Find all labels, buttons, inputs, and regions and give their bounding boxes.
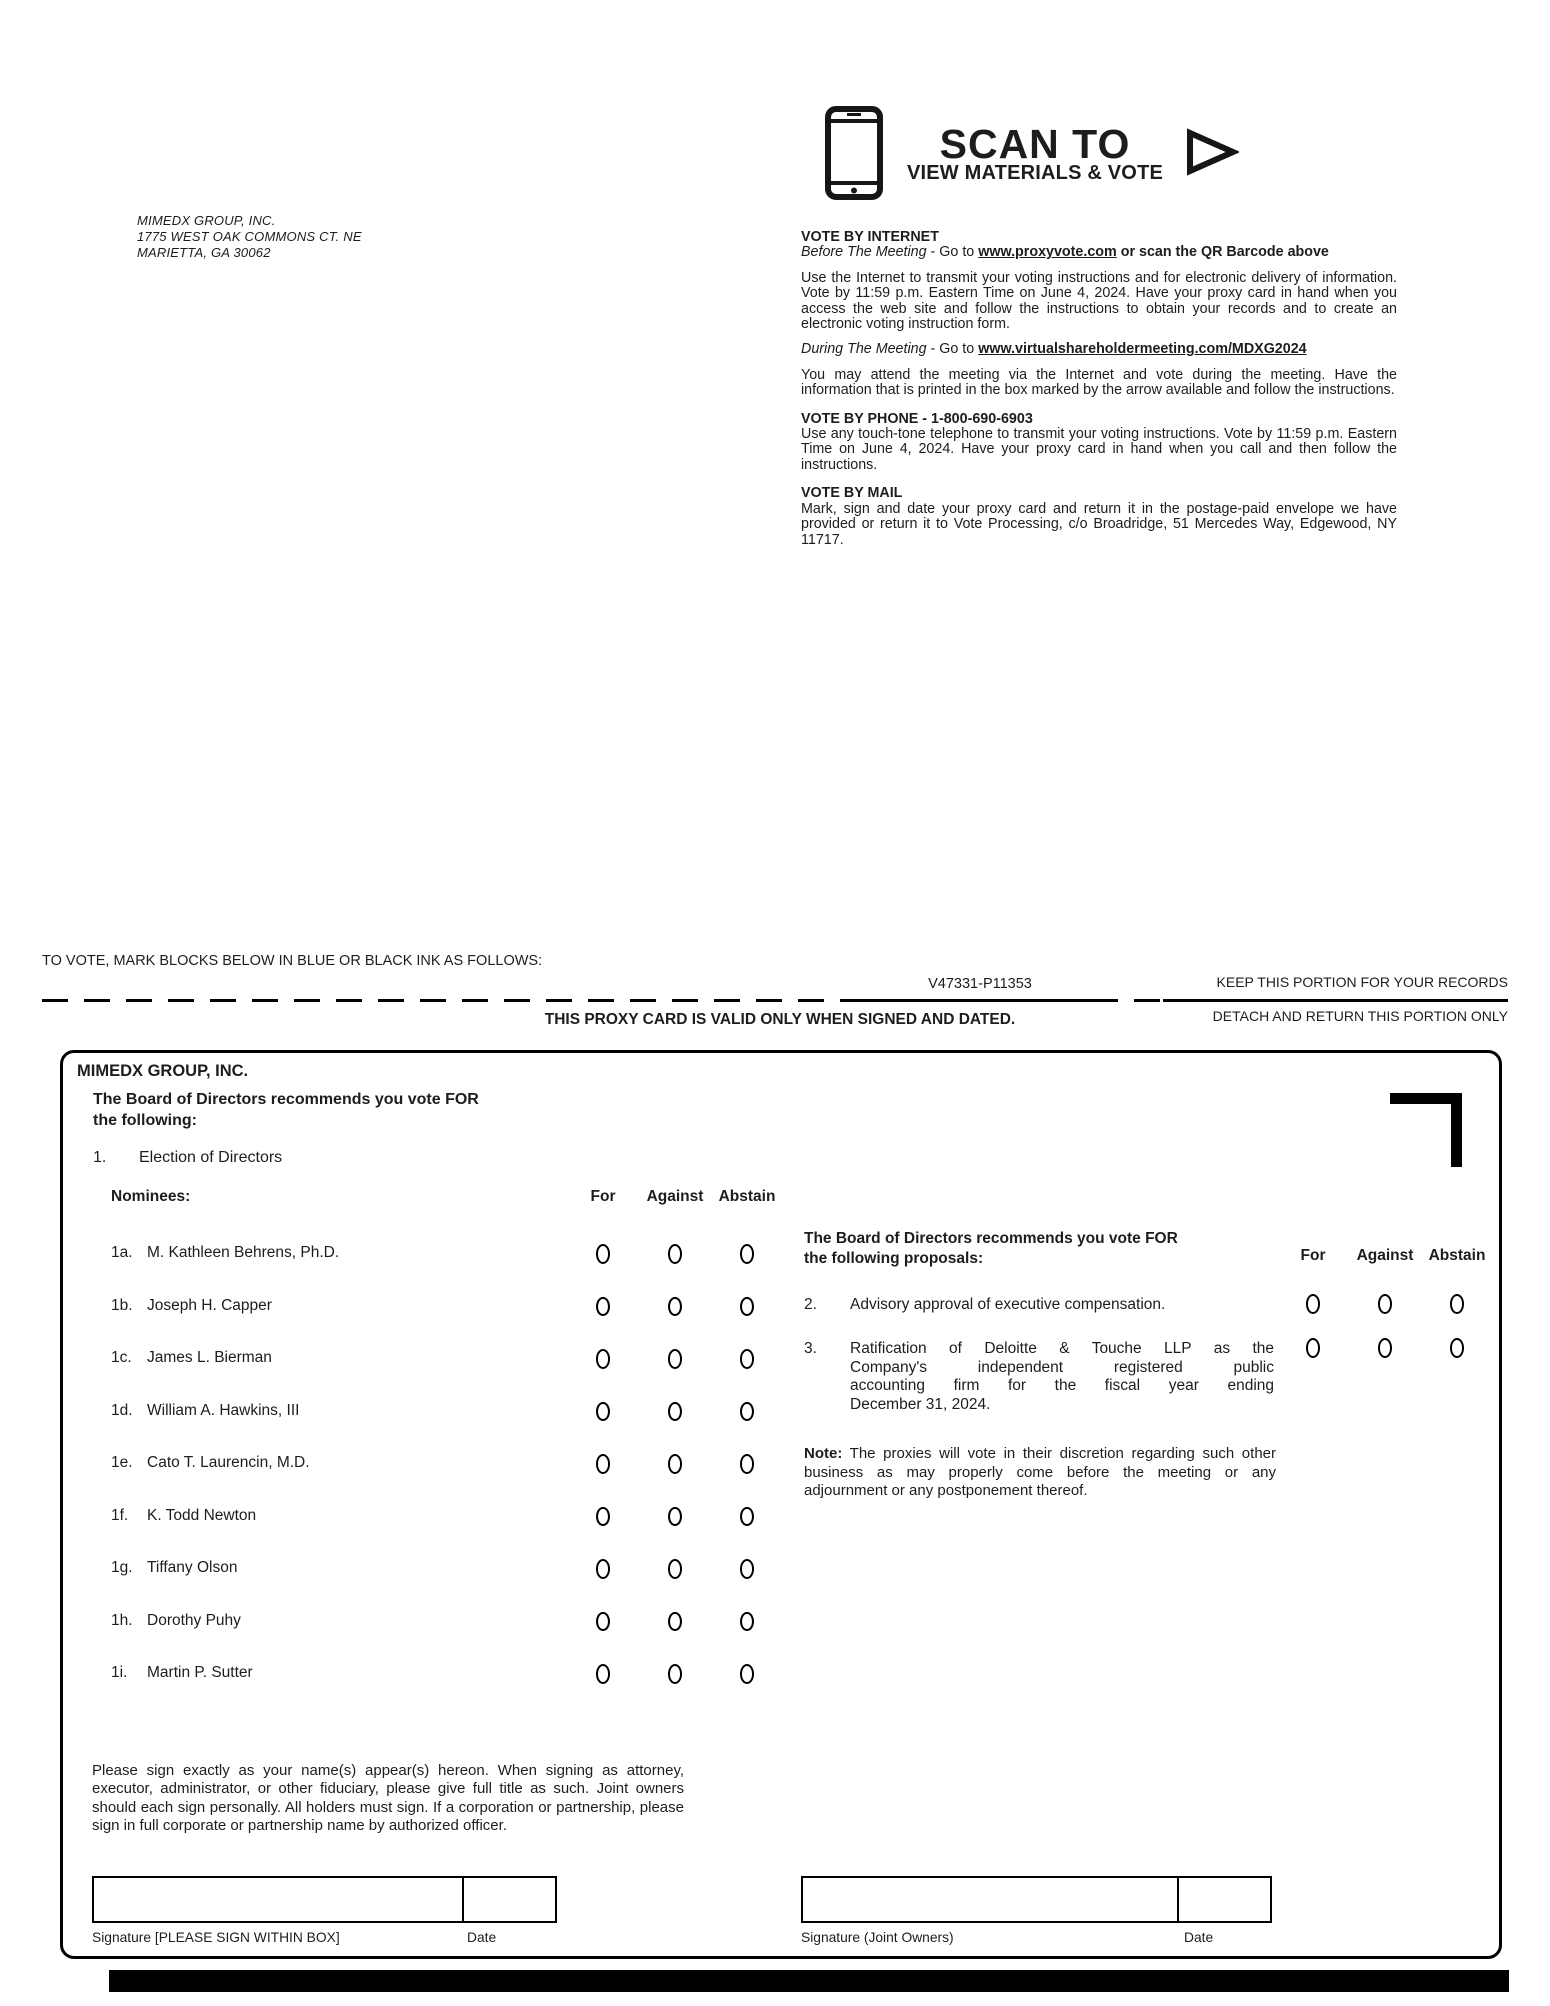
vote-by-internet-heading: VOTE BY INTERNET <box>801 229 939 245</box>
sign-instructions: Please sign exactly as your name(s) appear(s) hereon. When signing as attorney, executor, administrator, or other fiduciary, please give full title as such. Joint owners should each sign personally. All holders must sign. If a corporation or partnership, please sign in full corporate or partnership name by authorized officer. <box>92 1762 684 1835</box>
before-meeting-line <box>801 245 1397 260</box>
vote-abstain-oval[interactable] <box>740 1349 754 1369</box>
vote-abstain-oval[interactable] <box>740 1664 754 1684</box>
phone-instructions: Use any touch-tone telephone to transmit your voting instructions. Vote by 11:59 p.m. Eastern Time on June 4, 2024. Have your proxy card in hand when you call and then follow the instructions. <box>801 426 1397 473</box>
scan-to-title: SCAN TO <box>939 121 1131 167</box>
nominee-number: 1e. <box>111 1454 133 1471</box>
vote-for-oval[interactable] <box>596 1612 610 1632</box>
vote-against-oval[interactable] <box>668 1507 682 1527</box>
signature-primary-label: Signature [PLEASE SIGN WITHIN BOX] <box>92 1930 340 1945</box>
scan-banner <box>801 100 1397 212</box>
nominees-header-row <box>111 1188 783 1206</box>
keep-portion-rule <box>1163 999 1508 1002</box>
vote-column-header-for: For <box>590 1188 616 1205</box>
card-company-name: MIMEDX GROUP, INC. <box>77 1062 249 1080</box>
proposal-2-vote-row <box>1277 1293 1493 1314</box>
vote-abstain-oval[interactable] <box>740 1454 754 1474</box>
vote-abstain-oval[interactable] <box>740 1612 754 1632</box>
vote-column-header-against: Against <box>1356 1247 1414 1264</box>
vote-column-header-for: For <box>1300 1247 1326 1264</box>
qr-barcode-suffix: or scan the QR Barcode above <box>1116 244 1329 261</box>
nominee-row <box>111 1611 783 1664</box>
arrow-right-icon <box>1185 128 1239 180</box>
control-number: V47331-P11353 <box>928 976 1032 992</box>
proposal-2-text: Advisory approval of executive compensation. <box>850 1296 1166 1313</box>
vote-by-phone-heading: VOTE BY PHONE - 1-800-690-6903 <box>801 410 1033 427</box>
detach-portion-note: DETACH AND RETURN THIS PORTION ONLY <box>1212 1008 1508 1024</box>
date-box-joint[interactable] <box>1177 1876 1272 1923</box>
signature-box-joint[interactable] <box>801 1876 1179 1923</box>
date-label-joint: Date <box>1184 1930 1214 1945</box>
vote-for-oval[interactable] <box>596 1507 610 1527</box>
nominee-name: Cato T. Laurencin, M.D. <box>147 1454 310 1471</box>
proxy-card <box>60 1050 1502 1959</box>
vote-column-header-abstain: Abstain <box>1428 1247 1486 1264</box>
address-line-1: MIMEDX GROUP, INC. <box>137 213 276 228</box>
vote-against-oval[interactable] <box>668 1612 682 1632</box>
vote-against-oval[interactable] <box>1378 1294 1392 1314</box>
proposal-3-line: Company's independent registered public <box>850 1358 1274 1376</box>
proposal-3-vote-row <box>1277 1337 1493 1358</box>
address-line-2: 1775 WEST OAK COMMONS CT. NE <box>137 229 362 244</box>
nominee-number: 1g. <box>111 1559 133 1576</box>
company-address <box>137 213 362 261</box>
nominee-number: 1c. <box>111 1349 132 1366</box>
proposals-header-row <box>1277 1247 1493 1265</box>
vote-against-oval[interactable] <box>668 1559 682 1579</box>
proposal-3-line: December 31, 2024. <box>850 1396 991 1414</box>
corner-mark <box>1390 1093 1462 1167</box>
during-meeting-label: During The Meeting <box>801 341 927 358</box>
nominee-name: M. Kathleen Behrens, Ph.D. <box>147 1244 340 1261</box>
proposal-2-number: 2. <box>804 1296 817 1313</box>
board-recommendation-proposals: The Board of Directors recommends you vote FOR the following proposals: <box>804 1230 1178 1267</box>
proposal-1-number: 1. <box>93 1149 107 1166</box>
nominee-number: 1b. <box>111 1296 133 1314</box>
goto-text-1: - Go to <box>926 244 979 261</box>
nominee-number: 1a. <box>111 1244 133 1261</box>
note-label: Note: <box>804 1445 843 1462</box>
nominee-row <box>111 1663 783 1716</box>
nominee-name: Martin P. Sutter <box>147 1664 253 1681</box>
nominee-number: 1h. <box>111 1611 133 1629</box>
vote-abstain-oval[interactable] <box>740 1297 754 1317</box>
mark-blocks-instruction: TO VOTE, MARK BLOCKS BELOW IN BLUE OR BLACK INK AS FOLLOWS: <box>42 953 543 969</box>
nominee-row <box>111 1348 783 1401</box>
vote-for-oval[interactable] <box>596 1349 610 1369</box>
vote-abstain-oval[interactable] <box>740 1244 754 1264</box>
voting-instructions-column <box>801 100 1397 558</box>
vote-abstain-oval[interactable] <box>740 1507 754 1527</box>
vote-for-oval[interactable] <box>596 1402 610 1422</box>
during-meeting-line <box>801 342 1397 357</box>
mail-instructions: Mark, sign and date your proxy card and return it in the postage-paid envelope we have provided or return it to Vote Processing, c/o Broadridge, 51 Mercedes Way, Edgewood, NY 11717. <box>801 500 1397 548</box>
proxy-valid-note: THIS PROXY CARD IS VALID ONLY WHEN SIGNED AND DATED. <box>544 1011 1016 1028</box>
scan-banner-text <box>897 121 1173 184</box>
nominee-row <box>111 1243 783 1296</box>
nominee-name: Tiffany Olson <box>147 1559 238 1576</box>
internet-instructions: Use the Internet to transmit your voting instructions and for electronic delivery of information. Vote by 11:59 p.m. Eastern Time on June 4, 2024. Have your proxy card in hand when you access the web site and follow the instructions to obtain your records and to create an electronic voting instruction form. <box>801 269 1397 333</box>
nominee-list <box>111 1243 783 1716</box>
nominees-label: Nominees: <box>111 1188 191 1205</box>
nominee-row <box>111 1296 783 1349</box>
vote-for-oval[interactable] <box>596 1559 610 1579</box>
keep-portion-note: KEEP THIS PORTION FOR YOUR RECORDS <box>1216 974 1508 990</box>
signature-joint-label: Signature (Joint Owners) <box>801 1930 954 1945</box>
signature-box-primary[interactable] <box>92 1876 464 1923</box>
vote-column-header-abstain: Abstain <box>718 1188 776 1205</box>
vote-abstain-oval[interactable] <box>740 1559 754 1579</box>
date-label-primary: Date <box>467 1930 497 1945</box>
nominee-row <box>111 1401 783 1454</box>
virtual-meeting-link[interactable]: www.virtualshareholdermeeting.com/MDXG2024 <box>978 341 1307 358</box>
before-meeting-label: Before The Meeting <box>801 244 927 261</box>
control-number-rule <box>860 999 1100 1002</box>
board-recommendation-directors: The Board of Directors recommends you vote FOR the following: <box>93 1091 479 1129</box>
vote-against-oval[interactable] <box>668 1244 682 1264</box>
proposal-3-line: accounting firm for the fiscal year ending <box>850 1377 1274 1395</box>
vote-for-oval[interactable] <box>1306 1338 1320 1358</box>
meeting-attendance-instructions: You may attend the meeting via the Internet and vote during the meeting. Have the information that is printed in the box marked by the arrow available and follow the instructions. <box>801 366 1397 399</box>
nominee-name: K. Todd Newton <box>147 1506 257 1524</box>
nominee-number: 1f. <box>111 1506 129 1524</box>
alignment-bar <box>109 1970 1509 1992</box>
nominee-row <box>111 1558 783 1611</box>
proposal-3-line: Ratification of Deloitte & Touche LLP as the <box>850 1340 1274 1357</box>
vote-for-oval[interactable] <box>596 1244 610 1264</box>
smartphone-icon <box>825 106 883 204</box>
vote-abstain-oval[interactable] <box>1450 1294 1464 1314</box>
goto-text-2: - Go to <box>926 341 979 358</box>
address-line-3: MARIETTA, GA 30062 <box>137 245 271 260</box>
vote-abstain-oval[interactable] <box>1450 1338 1464 1358</box>
note-body: The proxies will vote in their discretion regarding such other business as may properly come before the meeting or any adjournment or any postponement thereof. <box>804 1445 1276 1499</box>
vote-for-oval[interactable] <box>596 1664 610 1684</box>
nominee-name: William A. Hawkins, III <box>147 1401 300 1419</box>
vote-for-oval[interactable] <box>596 1297 610 1317</box>
proxyvote-link[interactable]: www.proxyvote.com <box>978 244 1117 261</box>
nominee-number: 1d. <box>111 1401 133 1419</box>
proposal-3-text <box>850 1340 1274 1415</box>
vote-for-oval[interactable] <box>596 1454 610 1474</box>
vote-against-oval[interactable] <box>668 1349 682 1369</box>
vote-against-oval[interactable] <box>668 1297 682 1317</box>
vote-against-oval[interactable] <box>668 1664 682 1684</box>
vote-abstain-oval[interactable] <box>740 1402 754 1422</box>
proposal-3-number: 3. <box>804 1340 817 1357</box>
nominee-row <box>111 1506 783 1559</box>
vote-against-oval[interactable] <box>1378 1338 1392 1358</box>
nominee-name: Dorothy Puhy <box>147 1611 241 1629</box>
nominee-name: James L. Bierman <box>147 1349 272 1366</box>
vote-column-header-against: Against <box>646 1188 704 1205</box>
nominee-name: Joseph H. Capper <box>147 1296 272 1314</box>
nominee-row <box>111 1453 783 1506</box>
proposal-1-label: Election of Directors <box>139 1149 283 1166</box>
vote-for-oval[interactable] <box>1306 1294 1320 1314</box>
vote-against-oval[interactable] <box>668 1454 682 1474</box>
vote-against-oval[interactable] <box>668 1402 682 1422</box>
date-box-primary[interactable] <box>462 1876 557 1923</box>
scan-subtitle: VIEW MATERIALS & VOTE <box>906 162 1164 184</box>
vote-by-mail-heading: VOTE BY MAIL <box>801 485 903 502</box>
note-text <box>804 1445 1276 1501</box>
nominee-number: 1i. <box>111 1664 128 1681</box>
